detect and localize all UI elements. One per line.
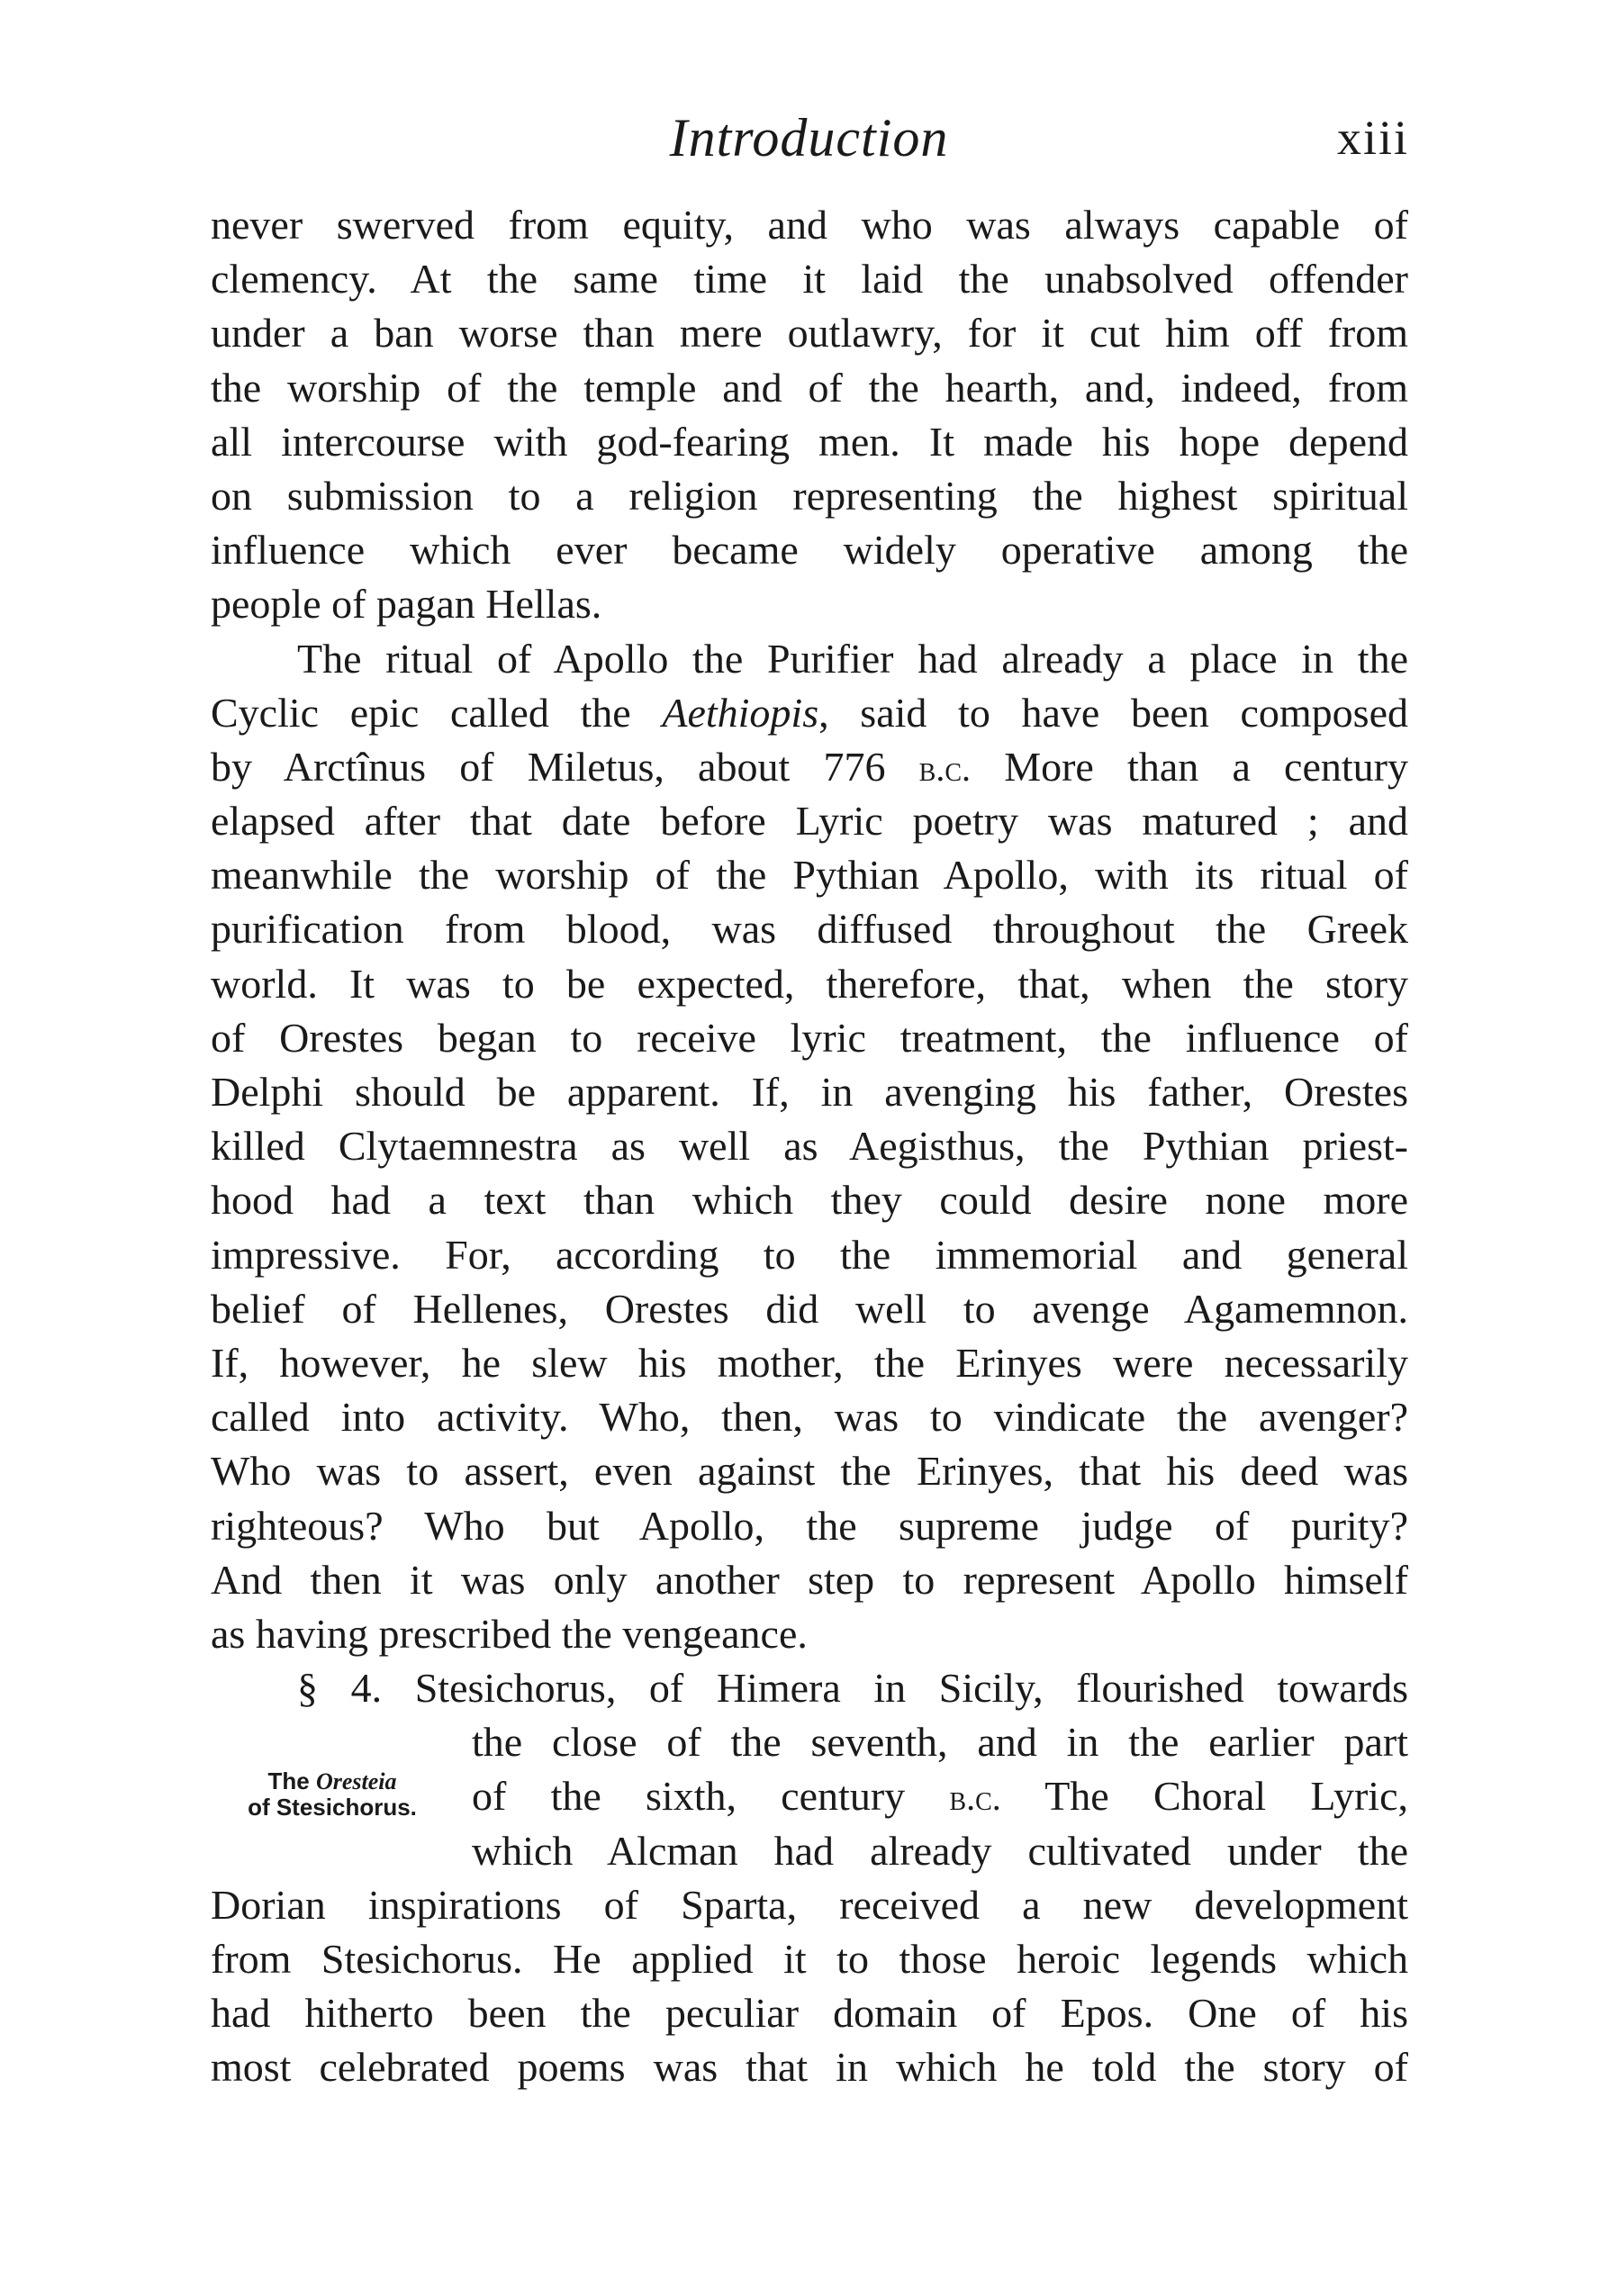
text-line: all intercourse with god-fearing men. It made his hope depend bbox=[211, 418, 1408, 465]
sidenote-work-title: Oresteia bbox=[315, 1768, 397, 1794]
text-line: people of pagan Hellas. bbox=[211, 581, 602, 628]
margin-sidenote bbox=[211, 1768, 454, 1820]
text-line: as having prescribed the vengeance. bbox=[211, 1610, 808, 1657]
text-line: impressive. For, according to the immemorial and general bbox=[211, 1231, 1408, 1278]
text-line: righteous? Who but Apollo, the supreme judge of purity? bbox=[211, 1502, 1408, 1549]
text-line: most celebrated poems was that in which he told the story of bbox=[211, 2044, 1408, 2091]
sidenote-text: The bbox=[267, 1767, 316, 1794]
text-line: Dorian inspirations of Sparta, received a new development bbox=[211, 1881, 1408, 1928]
running-head bbox=[0, 106, 1618, 169]
sidenote-line-2: of Stesichorus. bbox=[248, 1794, 417, 1821]
era-abbreviation: b.c. bbox=[949, 1777, 1001, 1819]
work-title-aethiopis: Aethiopis bbox=[662, 689, 819, 736]
text-line: clemency. At the same time it laid the unabsolved offender bbox=[211, 256, 1408, 303]
text-line: the close of the seventh, and in the earlier part bbox=[472, 1719, 1408, 1766]
section-heading-line: § 4. Stesichorus, of Himera in Sicily, flourished towards bbox=[297, 1665, 1408, 1712]
text-line: killed Clytaemnestra as well as Aegisthus, the Pythian priest- bbox=[211, 1123, 1408, 1170]
text-line: elapsed after that date before Lyric poetry was matured ; and bbox=[211, 798, 1408, 845]
running-title: Introduction bbox=[669, 108, 949, 167]
text-line: called into activity. Who, then, was to vindicate the avenger? bbox=[211, 1394, 1408, 1441]
text-line: If, however, he slew his mother, the Erinyes were necessarily bbox=[211, 1339, 1408, 1386]
text-fragment: The Choral Lyric, bbox=[1000, 1773, 1408, 1820]
text-line: belief of Hellenes, Orestes did well to avenge Agamemnon. bbox=[211, 1285, 1408, 1332]
text-line: Who was to assert, even against the Erinyes, that his deed was bbox=[211, 1448, 1408, 1495]
text-line: The ritual of Apollo the Purifier had already a place in the bbox=[297, 635, 1408, 682]
text-line: purification from blood, was diffused throughout the Greek bbox=[211, 906, 1408, 953]
text-line: world. It was to be expected, therefore, that, when the story bbox=[211, 960, 1408, 1007]
text-line bbox=[211, 740, 1408, 794]
text-line bbox=[211, 686, 1408, 740]
text-line: Delphi should be apparent. If, in avenging his father, Orestes bbox=[211, 1069, 1408, 1115]
sidenote-line-1 bbox=[211, 1768, 454, 1794]
page-number: xiii bbox=[1336, 111, 1409, 165]
text-fragment: Cyclic epic called the bbox=[211, 689, 663, 736]
text-line: never swerved from equity, and who was always capable of bbox=[211, 202, 1408, 248]
text-line: from Stesichorus. He applied it to those heroic legends which bbox=[211, 1936, 1408, 1982]
text-line: the worship of the temple and of the hearth, and, indeed, from bbox=[211, 364, 1408, 411]
text-line: had hitherto been the peculiar domain of Epos. One of his bbox=[211, 1990, 1408, 2037]
era-abbreviation: b.c. bbox=[918, 747, 972, 789]
text-line: under a ban worse than mere outlawry, for it cut him off from bbox=[211, 310, 1408, 357]
text-line: of Orestes began to receive lyric treatment, the influence of bbox=[211, 1014, 1408, 1061]
text-line: influence which ever became widely operative among the bbox=[211, 527, 1408, 574]
text-fragment: of the sixth, century bbox=[472, 1773, 906, 1820]
text-line: meanwhile the worship of the Pythian Apollo, with its ritual of bbox=[211, 852, 1408, 899]
text-line: on submission to a religion representing the highest spiritual bbox=[211, 472, 1408, 519]
text-line: hood had a text than which they could desire none more bbox=[211, 1177, 1408, 1224]
text-line: And then it was only another step to represent Apollo himself bbox=[211, 1556, 1408, 1603]
text-fragment: , said to have been composed bbox=[818, 689, 1409, 736]
text-line: which Alcman had already cultivated under the bbox=[472, 1827, 1408, 1874]
text-fragment: More than a century bbox=[971, 743, 1408, 790]
text-fragment: by Arctînus of Miletus, about 776 bbox=[211, 743, 886, 790]
